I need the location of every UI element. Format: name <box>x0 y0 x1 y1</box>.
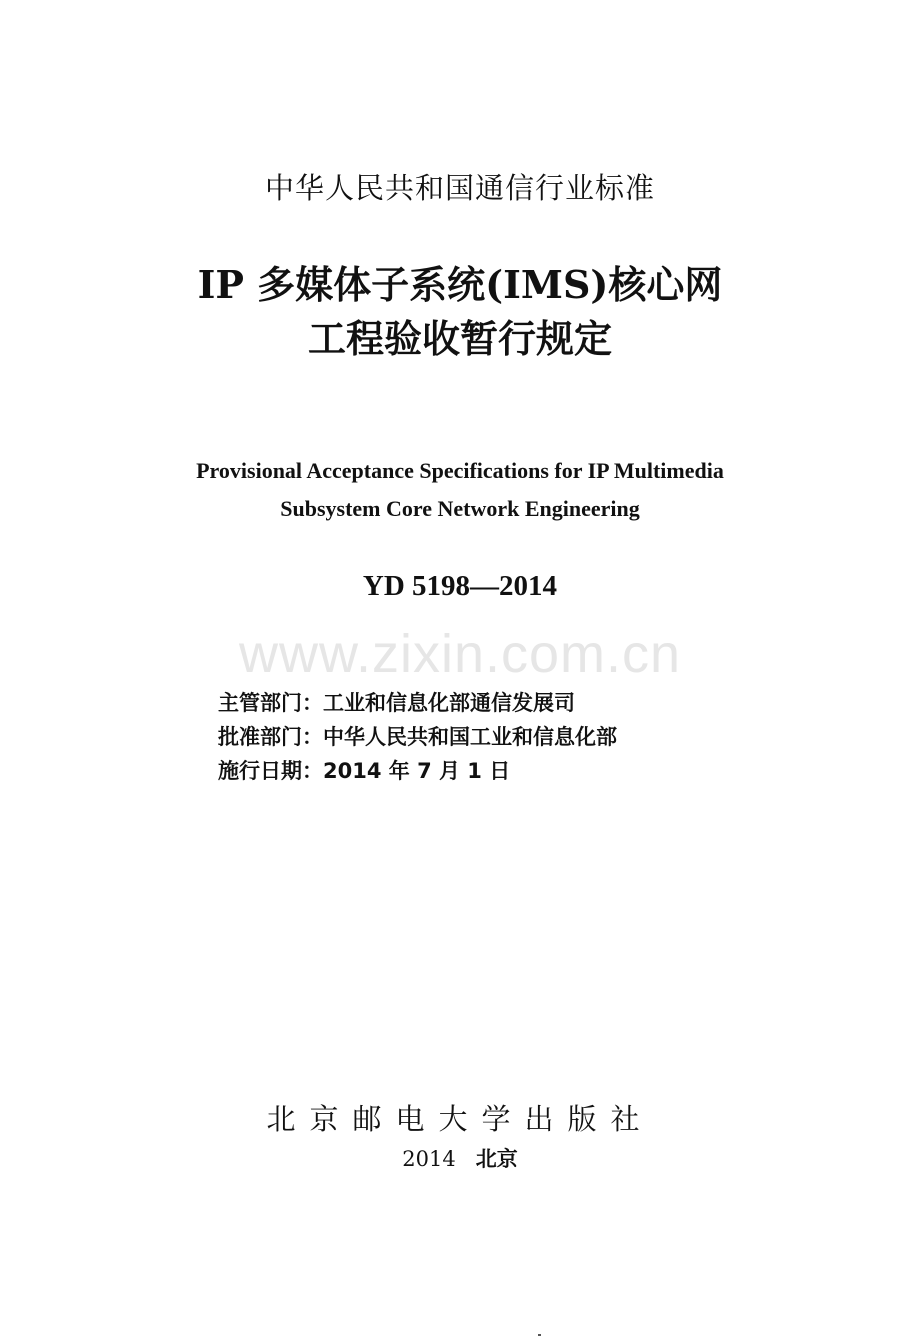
metadata-block <box>218 686 818 788</box>
effective-date-label: 施行日期： <box>218 759 323 783</box>
publisher-name: 北京邮电大学出版社 <box>266 1102 654 1136</box>
effective-date-value: 2014 年 7 月 1 日 <box>323 759 511 783</box>
page-speck <box>538 1334 541 1336</box>
approval-dept-label: 批准部门： <box>218 725 323 749</box>
publication-info <box>0 1142 920 1176</box>
title-english <box>0 452 920 528</box>
competent-dept-value: 工业和信息化部通信发展司 <box>323 691 575 715</box>
title-english-line1: Provisional Acceptance Specifications for IP Multimedia <box>196 458 724 483</box>
standard-number: YD 5198—2014 <box>362 570 558 602</box>
competent-dept-row <box>218 686 818 720</box>
effective-date-row <box>218 754 818 788</box>
publication-year: 2014 <box>402 1147 456 1171</box>
title-chinese <box>0 258 920 366</box>
title-chinese-line1: IP 多媒体子系统(IMS)核心网 <box>197 262 723 307</box>
watermark: www.zixin.com.cn <box>238 624 682 684</box>
standard-category: 中华人民共和国通信行业标准 <box>264 171 655 205</box>
publication-city: 北京 <box>475 1146 518 1171</box>
competent-dept-label: 主管部门： <box>218 691 323 715</box>
title-english-line2: Subsystem Core Network Engineering <box>280 496 640 521</box>
title-chinese-line2: 工程验收暂行规定 <box>307 316 612 361</box>
approval-dept-value: 中华人民共和国工业和信息化部 <box>323 725 617 749</box>
approval-dept-row <box>218 720 818 754</box>
